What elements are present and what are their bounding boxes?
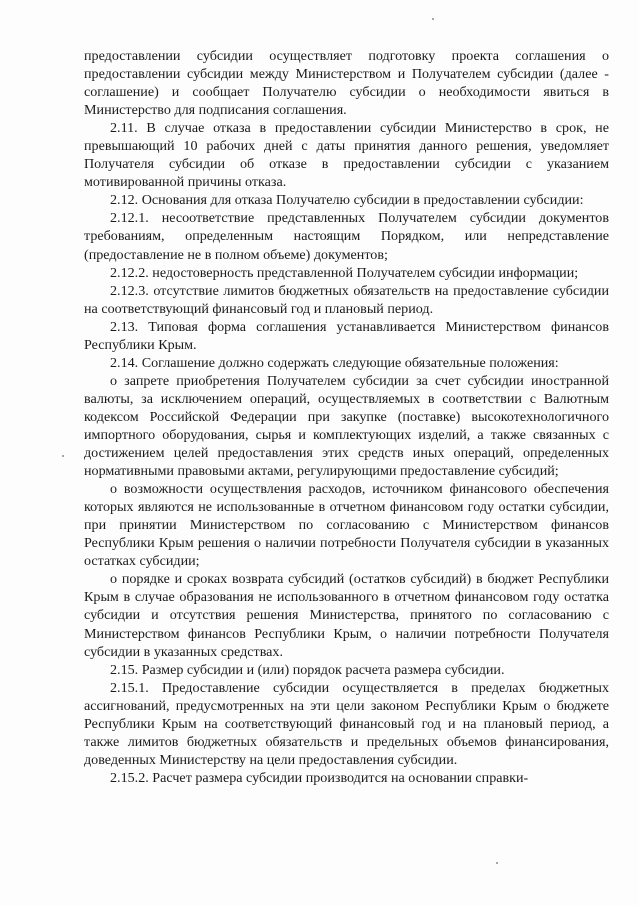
paragraph: 2.12.1. несоответствие представленных Получателем субсидии документов требованиям, определенным настоящим Порядком, или непредставление (предоставление не в полном объеме) документов; — [84, 210, 609, 263]
paragraph: 2.15. Размер субсидии и (или) порядок расчета размера субсидии. — [110, 661, 505, 678]
paragraph: 2.12. Основания для отказа Получателю субсидии в предоставлении субсидии: — [110, 192, 584, 209]
paragraph: 2.14. Соглашение должно содержать следующие обязательные положения: — [110, 354, 559, 371]
paragraph: предоставлении субсидии осуществляет подготовку проекта соглашения о предоставлении субсидии между Министерством и Получателем субсидии (далее - соглашение) и сообщает Получателю субсидии о необходимости явиться в Министерство для подписания соглашения. — [84, 48, 609, 119]
scan-speck — [496, 862, 498, 864]
scan-speck — [62, 455, 64, 457]
paragraph: 2.11. В случае отказа в предоставлении субсидии Министерство в срок, не превышающий 10 рабочих дней с даты принятия данного решения, уведомляет Получателя субсидии об отказе в предоставлении субсидии с указанием мотивированной причины отказа. — [84, 120, 609, 191]
paragraph: 2.15.2. Расчет размера субсидии производится на основании справки- — [110, 769, 529, 786]
scan-speck — [432, 18, 434, 20]
paragraph: о запрете приобретения Получателем субсидии за счет субсидии иностранной валюты, за исключением операций, осуществляемых в соответствии с Валютным кодексом Российской Федерации при закупке (поставке) высокотехнологичного импортного оборудования, сырья и комплектующих изделий, а также связанных с достижением целей предоставления этих средств иных операций, определенных нормативными правовыми актами, регулирующими предоставление субсидий; — [84, 372, 609, 480]
paragraph: 2.12.2. недостоверность представленной Получателем субсидии информации; — [110, 264, 579, 281]
paragraph: 2.15.1. Предоставление субсидии осуществляется в пределах бюджетных ассигнований, предусмотренных на эти цели законом Республики Крым о бюджете Республики Крым на соответствующий финансовый год и на плановый период, а также лимитов бюджетных обязательств и предельных объемов финансирования, доведенных Министерству на цели предоставления субсидии. — [84, 679, 609, 768]
paragraph: о возможности осуществления расходов, источником финансового обеспечения которых являются не использованные в отчетном финансовом году остатки субсидии, при принятии Министерством по согласованию с Министерством финансов Республики Крым решения о наличии потребности Получателя субсидии в указанных остатках субсидии; — [84, 481, 609, 570]
paragraph: 2.13. Типовая форма соглашения устанавливается Министерством финансов Республики Крым. — [84, 318, 609, 353]
document-body — [84, 47, 609, 787]
paragraph: о порядке и сроках возврата субсидий (остатков субсидий) в бюджет Республики Крым в случае образования не использованного в отчетном финансовом году остатка субсидии и отсутствия решения Министерства, принятого по согласованию с Министерством финансов Республики Крым, о наличии потребности Получателя субсидии в указанных средствах. — [84, 571, 609, 660]
paragraph: 2.12.3. отсутствие лимитов бюджетных обязательств на предоставление субсидии на соответствующий финансовый год и плановый период. — [84, 282, 609, 317]
